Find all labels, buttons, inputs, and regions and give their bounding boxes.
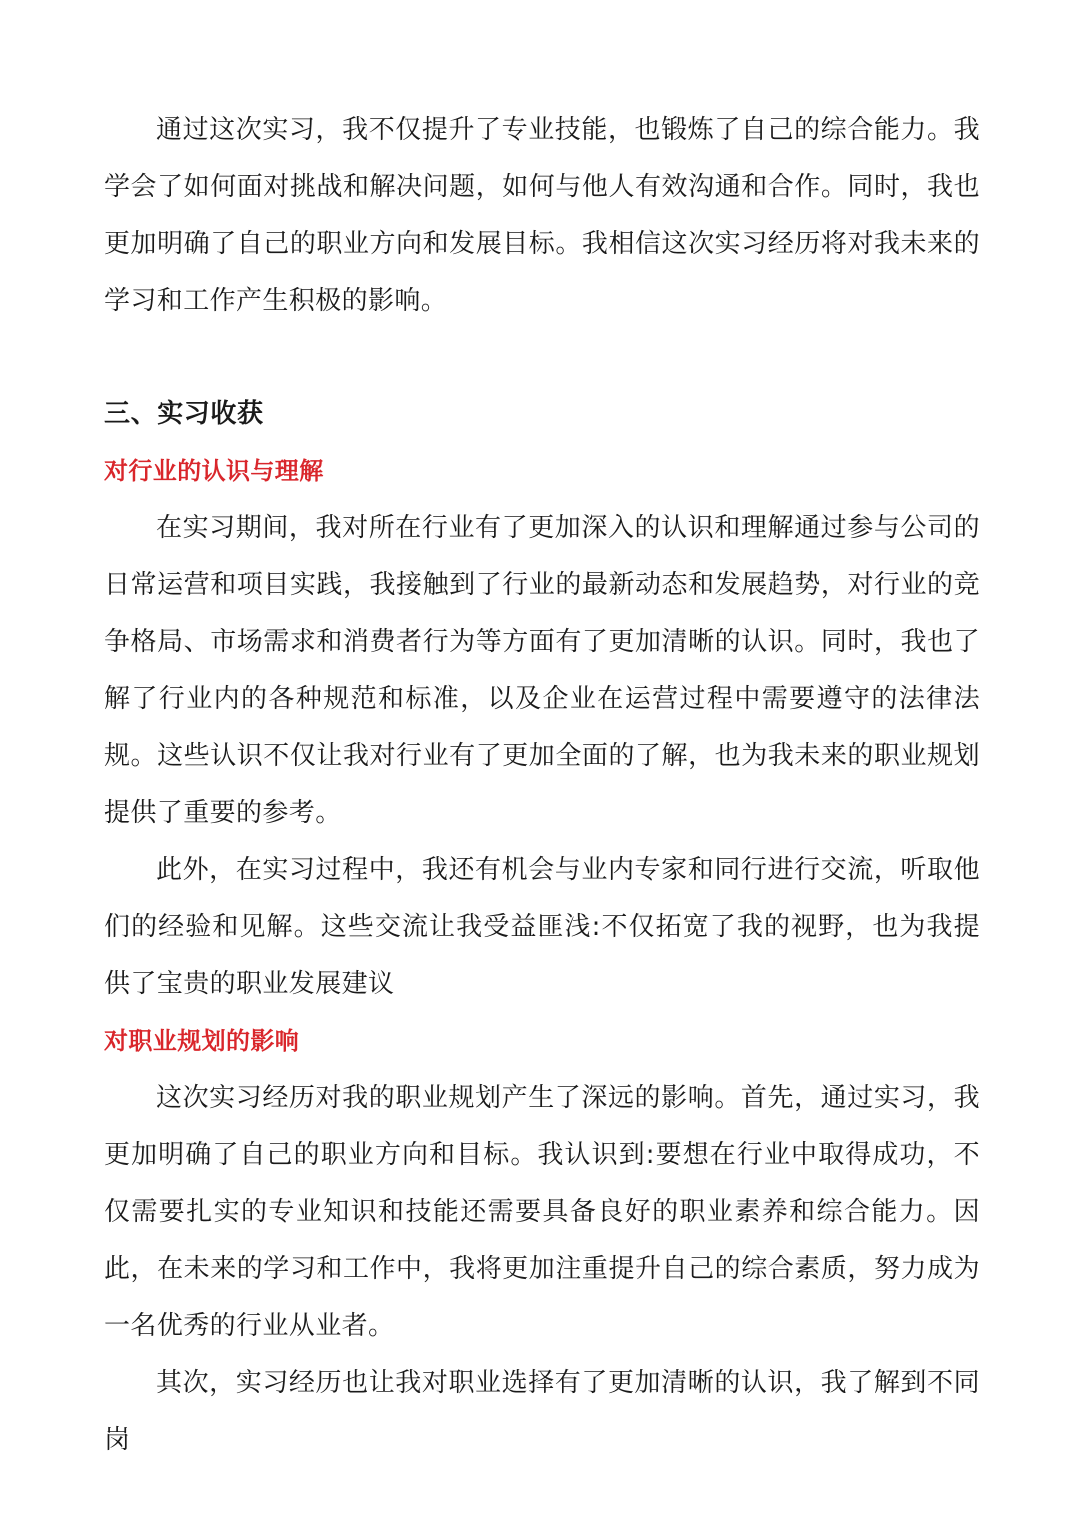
document-page [104,102,980,1469]
subheading-career: 对职业规划的影响 [104,1027,300,1055]
paragraph-industry-1: 在实习期间，我对所在行业有了更加深入的认识和理解通过参与公司的日常运营和项目实践，我接触到了行业的最新动态和发展趋势，对行业的竞争格局、市场需求和消费者行为等方面有了更加清晰的认识。同时，我也了解了行业内的各种规范和标准，以及企业在运营过程中需要遵守的法律法规。这些认识不仅让我对行业有了更加全面的了解，也为我未来的职业规划提供了重要的参考。 [104,513,980,828]
paragraph-summary: 通过这次实习，我不仅提升了专业技能，也锻炼了自己的综合能力。我学会了如何面对挑战和解决问题，如何与他人有效沟通和合作。同时，我也更加明确了自己的职业方向和发展目标。我相信这次实习经历将对我未来的学习和工作产生积极的影响。 [104,115,980,316]
paragraph-career-1: 这次实习经历对我的职业规划产生了深远的影响。首先，通过实习，我更加明确了自己的职业方向和目标。我认识到:要想在行业中取得成功，不仅需要扎实的专业知识和技能还需要具备良好的职业素养和综合能力。因此，在未来的学习和工作中，我将更加注重提升自己的综合素质，努力成为一名优秀的行业从业者。 [104,1083,980,1341]
subheading-industry: 对行业的认识与理解 [104,457,324,485]
section-spacer [104,330,980,386]
section-heading: 三、实习收获 [104,399,264,429]
paragraph-career-2: 其次，实习经历也让我对职业选择有了更加清晰的认识，我了解到不同岗 [104,1368,980,1455]
paragraph-industry-2: 此外，在实习过程中，我还有机会与业内专家和同行进行交流，听取他们的经验和见解。这些交流让我受益匪浅:不仅拓宽了我的视野，也为我提供了宝贵的职业发展建议 [104,855,980,999]
